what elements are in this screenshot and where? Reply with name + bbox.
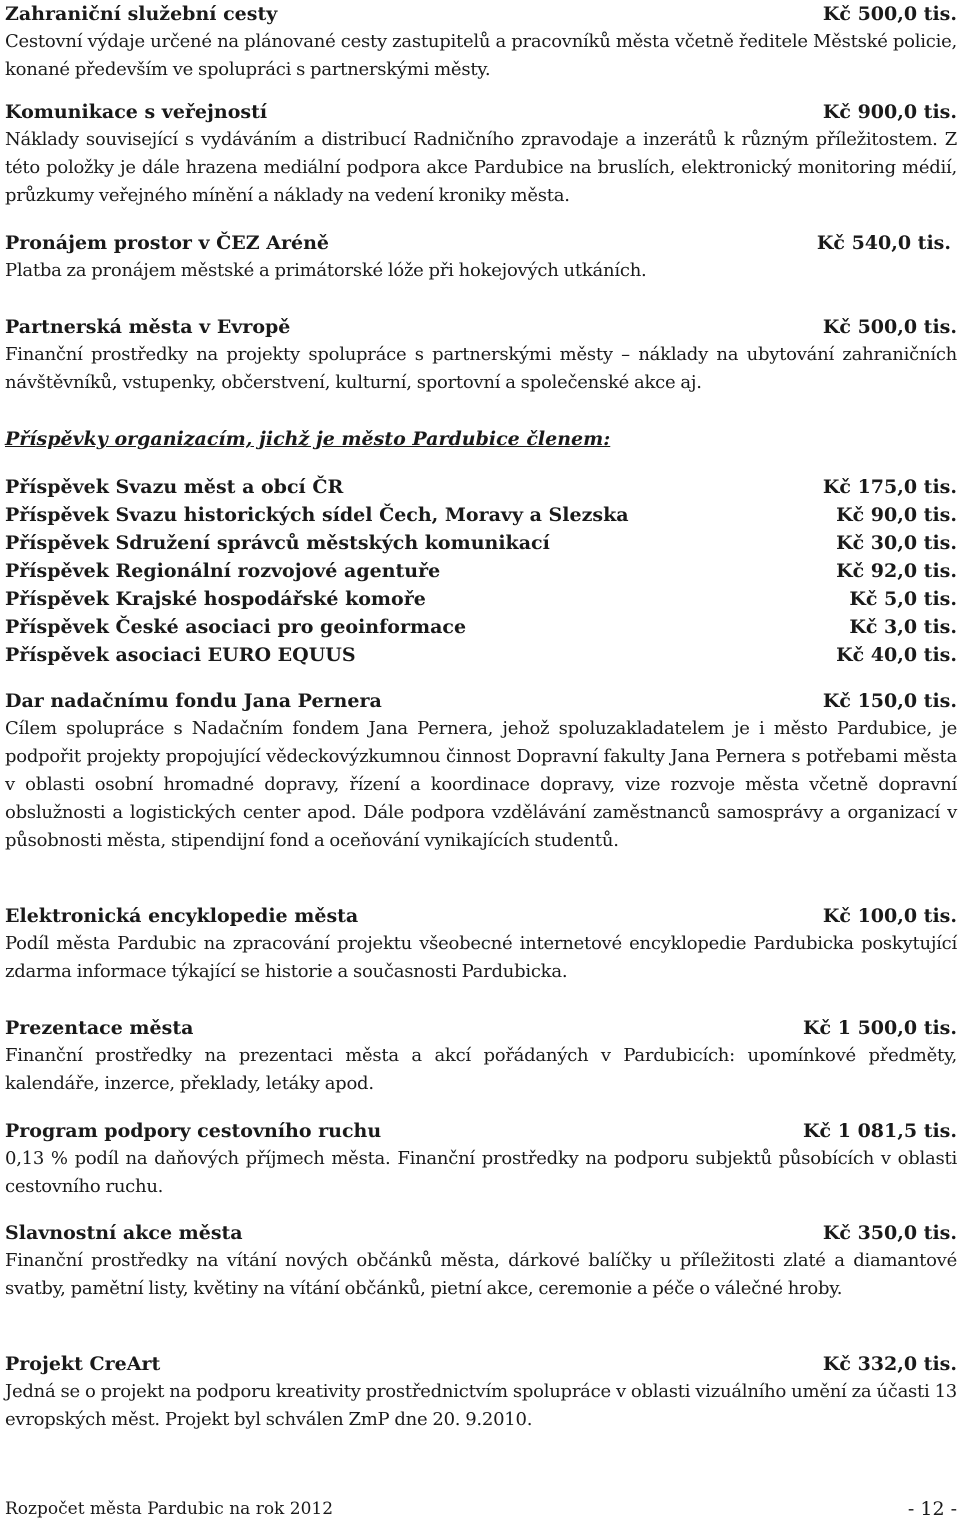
- section-partnerska-mesta: [5, 313, 957, 397]
- contribution-name: Příspěvek Krajské hospodářské komoře: [5, 588, 426, 610]
- contributions-heading: Příspěvky organizacím, jichž je město Pardubice členem:: [5, 428, 611, 450]
- contribution-row: [5, 529, 957, 557]
- contribution-row: [5, 473, 957, 501]
- section-text: Finanční prostředky na projekty spolupráce s partnerskými městy – náklady na ubytování zahraničních návštěvníků, vstupenky, občerstvení, kulturní, sportovní a společenské akce aj.: [5, 344, 957, 393]
- contribution-amount: Kč 3,0 tis.: [849, 616, 957, 638]
- contribution-name: Příspěvek Regionální rozvojové agentuře: [5, 560, 441, 582]
- contribution-name: Příspěvek Svazu historických sídel Čech, Moravy a Slezska: [5, 504, 629, 526]
- page-footer: [5, 1496, 957, 1522]
- section-slavnostni-akce: [5, 1219, 957, 1303]
- contribution-amount: Kč 5,0 tis.: [849, 588, 957, 610]
- contributions-list: [5, 473, 957, 669]
- section-text: Náklady související s vydáváním a distribucí Radničního zpravodaje a inzerátů k různým příležitostem. Z této položky je dále hrazena mediální podpora akce Pardubice na bruslích, elektronický monitoring médií, průzkumy veřejného mínění a náklady na vedení kroniky města.: [5, 129, 957, 206]
- section-amount: Kč 500,0 tis.: [822, 316, 957, 338]
- section-amount: Kč 150,0 tis.: [822, 690, 957, 712]
- section-encyklopedie: [5, 902, 957, 986]
- section-amount: Kč 1 500,0 tis.: [803, 1017, 957, 1039]
- section-text: Cílem spolupráce s Nadačním fondem Jana Pernera, jehož spoluzakladatelem je i město Pardubice, je podpořit projekty propojující vědeckovýzkumnou činnost Dopravní fakulty Jana Pernera s potřebami města v oblasti osobní hromadné dopravy, řízení a koordinace dopravy, vize rozvoje města včetně dopravní obslužnosti a logistických center apod. Dále podpora vzdělávání zaměstnanců samosprávy a organizací v působnosti města, stipendijní fond a oceňování vynikajících studentů.: [5, 718, 957, 851]
- section-title: Dar nadačnímu fondu Jana Pernera: [5, 690, 382, 712]
- contribution-name: Příspěvek Sdružení správců městských komunikací: [5, 532, 550, 554]
- contribution-row: [5, 501, 957, 529]
- section-title: Zahraniční služební cesty: [5, 3, 278, 25]
- section-title: Pronájem prostor v ČEZ Aréně: [5, 232, 330, 254]
- contribution-name: Příspěvek České asociaci pro geoinformace: [5, 616, 467, 638]
- section-prezentace: [5, 1014, 957, 1098]
- section-amount: Kč 900,0 tis.: [822, 101, 957, 123]
- section-amount: Kč 1 081,5 tis.: [803, 1120, 957, 1142]
- contribution-amount: Kč 175,0 tis.: [822, 476, 957, 498]
- section-text: Jedná se o projekt na podporu kreativity prostřednictvím spolupráce v oblasti vizuálního umění za účasti 13 evropských měst. Projekt byl schválen ZmP dne 20. 9.2010.: [5, 1381, 957, 1430]
- section-text: Platba za pronájem městské a primátorské lóže při hokejových utkáních.: [5, 260, 647, 281]
- section-title: Program podpory cestovního ruchu: [5, 1120, 382, 1142]
- section-zahranicni-cesty: [5, 0, 957, 84]
- section-amount: Kč 332,0 tis.: [822, 1353, 957, 1375]
- section-title: Komunikace s veřejností: [5, 101, 268, 123]
- contribution-row: [5, 585, 957, 613]
- section-amount: Kč 500,0 tis.: [822, 3, 957, 25]
- section-text: Cestovní výdaje určené na plánované cesty zastupitelů a pracovníků města včetně ředitele Městské policie, konané především ve spolupráci s partnerskými městy.: [5, 31, 957, 80]
- section-title: Slavnostní akce města: [5, 1222, 243, 1244]
- contribution-amount: Kč 30,0 tis.: [836, 532, 957, 554]
- section-creart: [5, 1350, 957, 1434]
- section-title: Elektronická encyklopedie města: [5, 905, 359, 927]
- contribution-name: Příspěvek Svazu měst a obcí ČR: [5, 476, 344, 498]
- section-amount: Kč 100,0 tis.: [822, 905, 957, 927]
- section-pronajem-arena: [5, 229, 957, 285]
- contribution-amount: Kč 92,0 tis.: [836, 560, 957, 582]
- contribution-row: [5, 613, 957, 641]
- section-title: Partnerská města v Evropě: [5, 316, 291, 338]
- section-amount: Kč 350,0 tis.: [822, 1222, 957, 1244]
- section-dar-nadacnimu-fondu: [5, 687, 957, 855]
- section-text: Finanční prostředky na prezentaci města a akcí pořádaných v Pardubicích: upomínkové předměty, kalendáře, inzerce, překlady, letáky apod.: [5, 1045, 957, 1094]
- section-text: 0,13 % podíl na daňových příjmech města. Finanční prostředky na podporu subjektů působících v oblasti cestovního ruchu.: [5, 1148, 957, 1197]
- section-cestovni-ruch: [5, 1117, 957, 1201]
- contribution-row: [5, 641, 957, 669]
- section-text: Finanční prostředky na vítání nových občánků města, dárkové balíčky u příležitosti zlaté a diamantové svatby, pamětní listy, květiny na vítání občánků, pietní akce, ceremonie a péče o válečné hroby.: [5, 1250, 957, 1299]
- section-text: Podíl města Pardubic na zpracování projektu všeobecné internetové encyklopedie Pardubicka poskytující zdarma informace týkající se historie a současnosti Pardubicka.: [5, 933, 957, 982]
- contribution-name: Příspěvek asociaci EURO EQUUS: [5, 644, 356, 666]
- page-number: - 12 -: [907, 1498, 957, 1520]
- section-komunikace: [5, 98, 957, 210]
- contribution-amount: Kč 40,0 tis.: [836, 644, 957, 666]
- contribution-amount: Kč 90,0 tis.: [836, 504, 957, 526]
- contribution-row: [5, 557, 957, 585]
- footer-title: Rozpočet města Pardubic na rok 2012: [5, 1499, 334, 1519]
- section-title: Projekt CreArt: [5, 1353, 161, 1375]
- section-title: Prezentace města: [5, 1017, 194, 1039]
- section-amount: Kč 540,0 tis.: [816, 232, 951, 254]
